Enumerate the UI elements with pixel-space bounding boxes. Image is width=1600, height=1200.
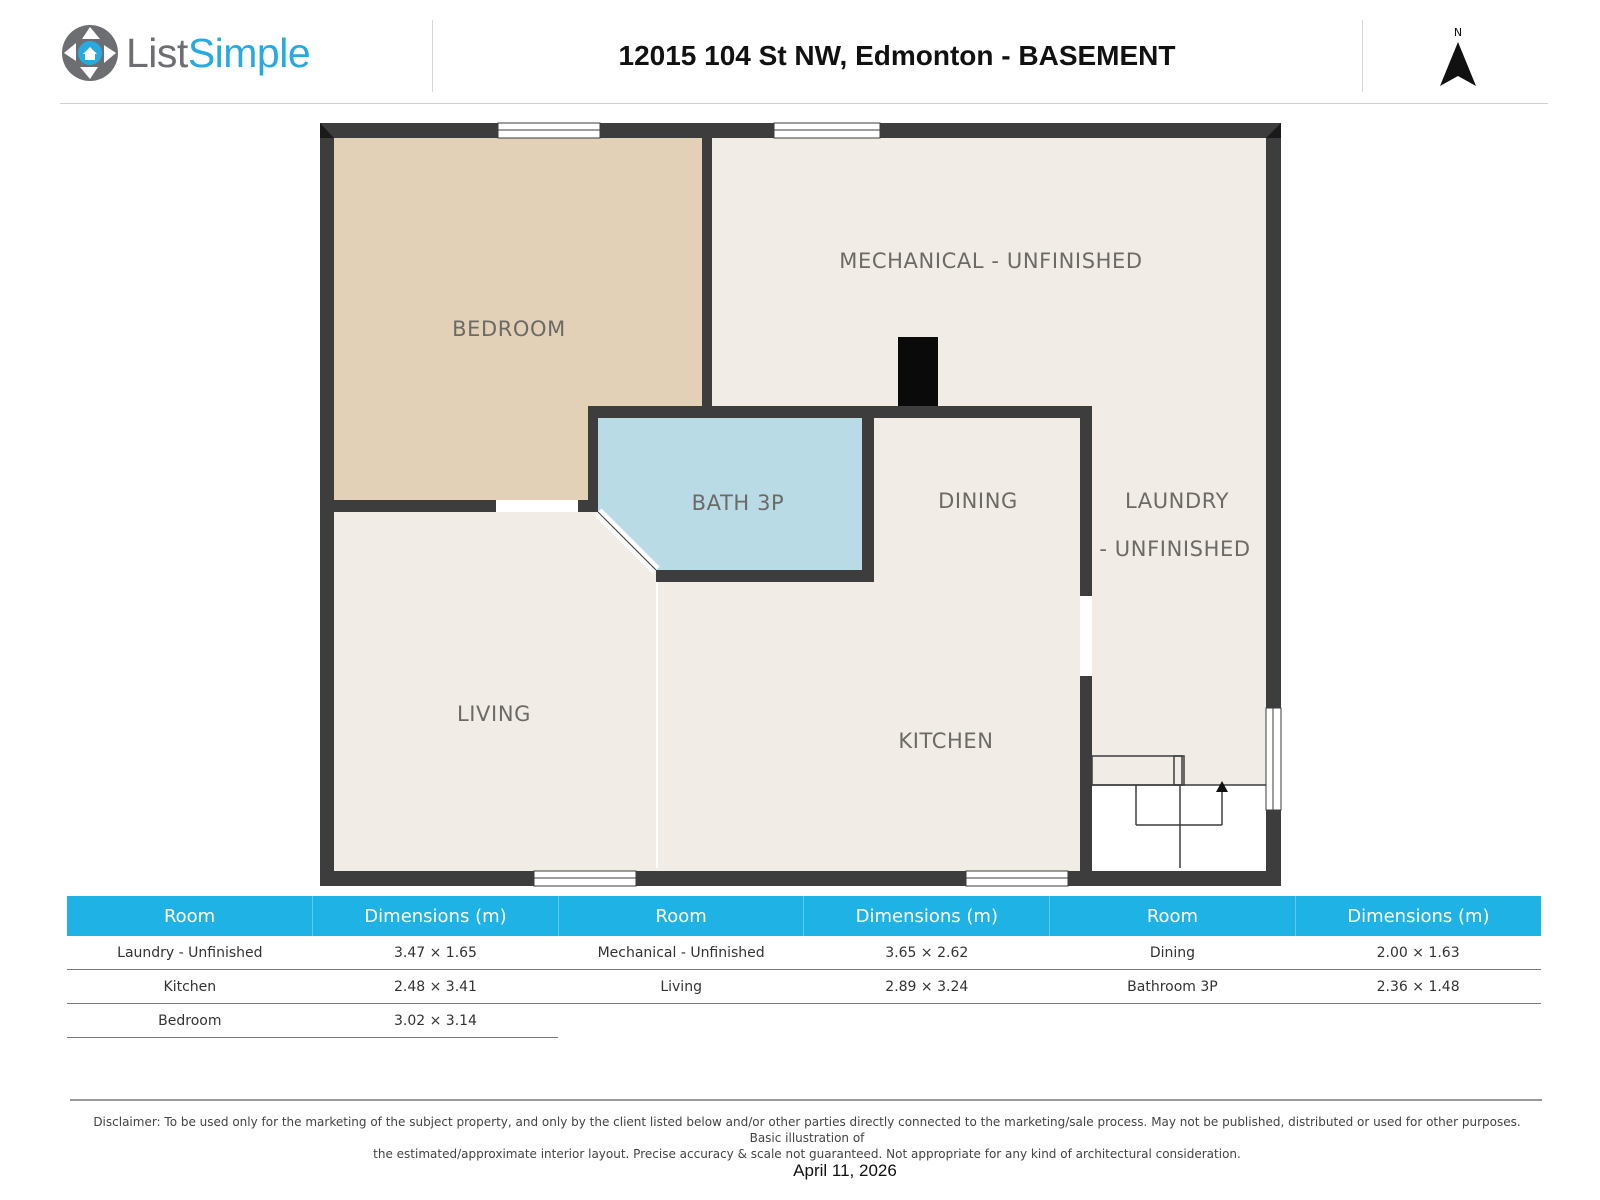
table-cell: Dining [1050,936,1296,970]
room-label-living: LIVING [456,702,532,726]
disclaimer-line: Disclaimer: To be used only for the marketing of the subject property, and only by the client listed below and/or other parties directly connected to the marketing/sale process. May not be published, distributed or used for other purposes. Basic illustration of [93,1115,1521,1145]
room-label-mechanical: MECHANICAL - UNFINISHED [839,249,1143,273]
table-cell: 2.36 × 1.48 [1295,970,1541,1004]
column-header: Room [67,896,313,936]
column-header: Room [1050,896,1296,936]
laundry-doorway [1080,596,1092,676]
date-stamp: April 11, 2026 [793,1161,897,1180]
table-row [67,1004,1541,1038]
logo-simple-text: Simple [187,29,311,76]
table-cell: 2.89 × 3.24 [804,970,1050,1004]
table-cell: 2.48 × 3.41 [313,970,559,1004]
table-cell: Bedroom [67,1004,313,1038]
table-cell: Mechanical - Unfinished [558,936,804,970]
table-cell: 2.00 × 1.63 [1295,936,1541,970]
table-header-row [67,896,1541,936]
room-label-dining: DINING [938,489,1018,513]
table-cell: 3.02 × 3.14 [313,1004,559,1038]
table-row [67,970,1541,1004]
room-label-laundry: LAUNDRY [1124,489,1230,513]
disclaimer [82,1114,1532,1162]
column-header: Room [558,896,804,936]
room-label-bath: BATH 3P [691,491,785,515]
table-cell [1050,1004,1296,1038]
disclaimer-line: the estimated/approximate interior layout. Precise accuracy & scale not guaranteed. Not appropriate for any kind of architectural consideration. [373,1147,1241,1161]
table-cell: 3.65 × 2.62 [804,936,1050,970]
table-cell: Bathroom 3P [1050,970,1296,1004]
footer-rule [70,1099,1542,1101]
compass-label: N [1453,26,1463,39]
table-cell: 3.47 × 1.65 [313,936,559,970]
table-row [67,936,1541,970]
room-label-laundry-unfinished: - UNFINISHED [1099,537,1251,561]
table-cell [558,1004,804,1038]
stair-area [1092,785,1266,871]
room-label-kitchen: KITCHEN [898,729,994,753]
table-cell [1295,1004,1541,1038]
bedroom-doorway [496,500,578,512]
table-cell: Laundry - Unfinished [67,936,313,970]
table-cell: Kitchen [67,970,313,1004]
column-header: Dimensions (m) [804,896,1050,936]
room-dimensions-table [67,896,1541,1038]
column-header: Dimensions (m) [313,896,559,936]
chimney-column [898,337,938,406]
table-cell [804,1004,1050,1038]
logo-list-text: List [126,29,188,76]
column-header: Dimensions (m) [1295,896,1541,936]
page-title: 12015 104 St NW, Edmonton - BASEMENT [618,40,1176,71]
room-label-bedroom: BEDROOM [452,317,566,341]
table-cell: Living [558,970,804,1004]
